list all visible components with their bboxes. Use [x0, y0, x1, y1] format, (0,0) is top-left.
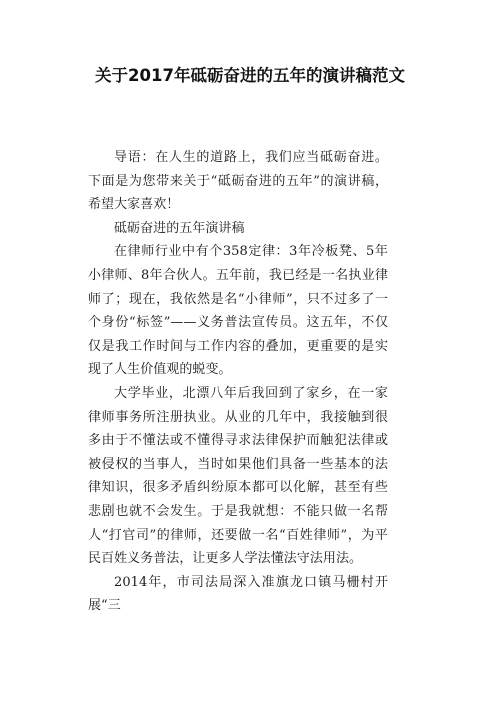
paragraph-1: 在律师行业中有个358定律：3年冷板凳、5年小律师、8年合伙人。五年前，我已经是一名执业律师了；现在，我依然是名“小律师”，只不过多了一个身份“标签”——义务普法宣传员。这五年，不仅仅是我工作时间与工作内容的叠加，更重要的是实现了人生价值观的蜕变。	[88, 244, 388, 378]
paragraph-3: 2014年，市司法局深入准旗龙口镇马栅村开展“三	[88, 574, 388, 614]
paragraph-intro: 导语：在人生的道路上，我们应当砥砺奋进。下面是为您带来关于“砥砺奋进的五年”的演讲稿，希望大家喜欢！	[88, 150, 388, 213]
document-body	[88, 146, 388, 618]
paragraph-2: 大学毕业，北漂八年后我回到了家乡，在一家律师事务所注册执业。从业的几年中，我接触到很多由于不懂法或不懂得寻求法律保护而触犯法律或被侵权的当事人，当时如果他们具备一些基本的法律知识，很多矛盾纠纷原本都可以化解，甚至有些悲剧也就不会发生。于是我就想：不能只做一名帮人“打官司”的律师，还要做一名“百姓律师”，为平民百姓义务普法，让更多人学法懂法守法用法。	[88, 385, 388, 567]
paragraph-subtitle: 砥砺奋进的五年演讲稿	[114, 220, 245, 236]
document-title: 关于2017年砥砺奋进的五年的演讲稿范文	[95, 66, 405, 85]
